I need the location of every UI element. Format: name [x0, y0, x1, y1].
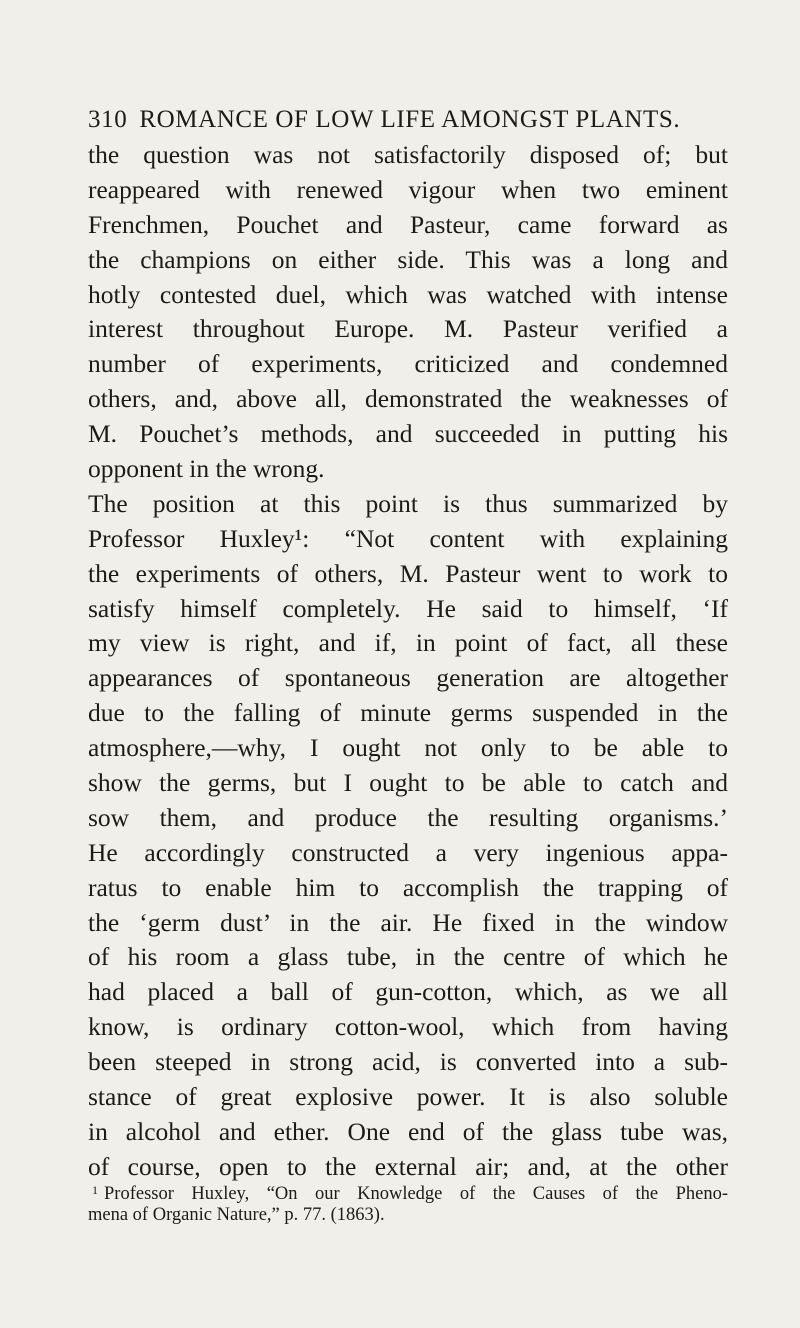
text-line: Frenchmen, Pouchet and Pasteur, came forward as: [88, 209, 728, 239]
text-line: interest throughout Europe. M. Pasteur verified a: [88, 314, 728, 344]
text-line: of his room a glass tube, in the centre of which he: [88, 942, 728, 972]
running-head: [88, 106, 728, 134]
text-line: satisfy himself completely. He said to himself, ‘If: [88, 593, 728, 623]
text-line: in alcohol and ether. One end of the glass tube was,: [88, 1116, 728, 1146]
text-line: the ‘germ dust’ in the air. He fixed in the window: [88, 907, 728, 937]
text-line: the question was not satisfactorily disposed of; but: [88, 140, 728, 169]
footnote-line: [88, 1178, 728, 1203]
body-text: [88, 138, 728, 1185]
text-line: my view is right, and if, in point of fact, all these: [88, 628, 728, 658]
text-line: show the germs, but I ought to be able to catch and: [88, 768, 728, 798]
footnote-text: Professor Huxley, “On our Knowledge of the Causes of the Pheno-: [104, 1184, 728, 1204]
text-line: The position at this point is thus summarized by: [88, 488, 728, 518]
page-number: 310: [88, 106, 128, 133]
text-line: atmosphere,—why, I ought not only to be able to: [88, 733, 728, 763]
text-line: stance of great explosive power. It is also soluble: [88, 1082, 728, 1112]
footnote-line: mena of Organic Nature,” p. 77. (1863).: [88, 1205, 385, 1225]
text-line: hotly contested duel, which was watched with intense: [88, 279, 728, 309]
text-line: know, is ordinary cotton-wool, which from having: [88, 1012, 728, 1042]
text-line: due to the falling of minute germs suspended in the: [88, 698, 728, 728]
footnote-marker: 1: [92, 1183, 98, 1197]
text-line: sow them, and produce the resulting organisms.’: [88, 802, 728, 832]
text-line: ratus to enable him to accomplish the trapping of: [88, 872, 728, 902]
text-line: had placed a ball of gun-cotton, which, as we all: [88, 977, 728, 1007]
text-line: been steeped in strong acid, is converted into a sub-: [88, 1047, 728, 1077]
footnote: [88, 1178, 728, 1228]
text-line: reappeared with renewed vigour when two eminent: [88, 174, 728, 204]
text-line: He accordingly constructed a very ingenious appa-: [88, 837, 728, 867]
text-line: number of experiments, criticized and condemned: [88, 349, 728, 379]
running-title: ROMANCE OF LOW LIFE AMONGST PLANTS.: [139, 106, 681, 133]
text-line: appearances of spontaneous generation are altogether: [88, 663, 728, 693]
text-line: the champions on either side. This was a long and: [88, 244, 728, 274]
text-line: M. Pouchet’s methods, and succeeded in putting his: [88, 419, 728, 449]
text-line-paragraph-end: opponent in the wrong.: [88, 454, 325, 484]
text-line: of course, open to the external air; and, at the other: [88, 1151, 728, 1181]
text-line: others, and, above all, demonstrated the weaknesses of: [88, 384, 728, 414]
text-line: the experiments of others, M. Pasteur went to work to: [88, 558, 728, 588]
text-line: Professor Huxley¹: “Not content with explaining: [88, 523, 728, 553]
